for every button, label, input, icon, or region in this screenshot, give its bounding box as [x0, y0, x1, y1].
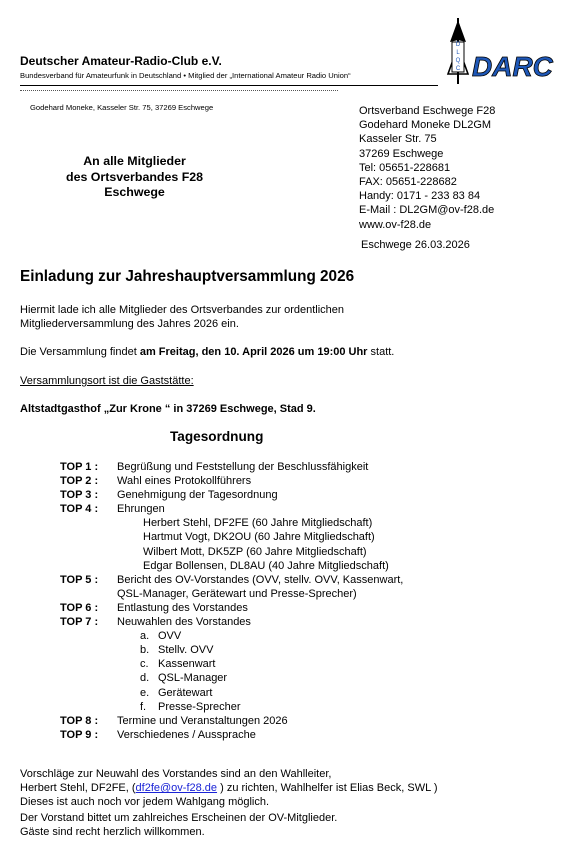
contact-line: FAX: 05651-228682	[359, 176, 457, 189]
meeting-date: am Freitag, den 10. April 2026 um 19:00 Uhr	[139, 346, 368, 358]
proposals-text: ) zu richten, Wahlhelfer ist Elias Beck, SWL )	[217, 782, 438, 795]
election-item	[60, 629, 403, 643]
agenda-number: TOP 2 :	[60, 475, 99, 488]
election-text: Presse-Sprecher	[158, 700, 241, 713]
agenda-item	[60, 728, 403, 742]
svg-text:L: L	[456, 50, 460, 56]
intro-line: Hiermit lade ich alle Mitglieder des Ortsverbandes zur ordentlichen	[20, 304, 345, 316]
closing-line: Der Vorstand bittet um zahlreiches Erscheinen der OV-Mitglieder.	[20, 812, 338, 824]
election-text: Kassenwart	[158, 658, 216, 671]
agenda-text: Genehmigung der Tagesordnung	[117, 489, 278, 502]
svg-text:Q: Q	[455, 58, 461, 64]
agenda-title: Tagesordnung	[170, 429, 264, 444]
election-text: Gerätewart	[158, 686, 213, 699]
contact-line: Tel: 05651-228681	[359, 161, 451, 174]
intro-line: Mitgliederversammlung des Jahres 2026 ein.	[20, 318, 239, 331]
email-link[interactable]: df2fe@ov-f28.de	[135, 782, 218, 795]
agenda-item	[60, 601, 403, 615]
svg-text:C: C	[455, 66, 461, 72]
meeting-prefix: Die Versammlung findet	[20, 346, 140, 358]
contact-line: 37269 Eschwege	[359, 147, 444, 160]
agenda-number: TOP 4 :	[60, 503, 99, 516]
intro-paragraph	[20, 303, 344, 331]
agenda-number: TOP 3 :	[60, 489, 99, 502]
contact-line: Godehard Moneke DL2GM	[359, 119, 492, 132]
agenda-item	[60, 460, 403, 474]
proposals-line: Dieses ist auch noch vor jedem Wahlgang möglich.	[20, 796, 270, 809]
sender-line: Godehard Moneke, Kasseler Str. 75, 37269 Eschwege	[30, 103, 214, 112]
election-item	[60, 643, 403, 657]
agenda-item	[60, 488, 403, 502]
agenda-text: Begrüßung und Feststellung der Beschlussfähigkeit	[117, 461, 369, 473]
agenda-list	[60, 460, 403, 742]
election-text: Stellv. OVV	[158, 644, 214, 657]
meeting-paragraph	[20, 345, 394, 359]
contact-line: Kasseler Str. 75	[359, 133, 437, 146]
election-text: OVV	[158, 630, 182, 643]
sender-rule	[20, 90, 338, 91]
recipient-block	[66, 154, 203, 201]
org-subtitle: Bundesverband für Amateurfunk in Deutschland • Mitglied der „International Amateur Radio Union“	[20, 71, 351, 80]
closing-paragraph	[20, 811, 337, 839]
meeting-suffix: statt.	[367, 346, 395, 358]
proposals-text: Herbert Stehl, DF2FE, (	[20, 782, 136, 795]
honor-item: Hartmut Vogt, DK2OU (60 Jahre Mitgliedschaft)	[143, 531, 375, 544]
recipient-line: An alle Mitglieder	[83, 154, 186, 168]
election-item	[60, 700, 403, 714]
logo-text: DARC	[472, 51, 553, 82]
document-title: Einladung zur Jahreshauptversammlung 2026	[20, 268, 355, 285]
honor-item: Edgar Bollensen, DL8AU (40 Jahre Mitgliedschaft)	[143, 559, 389, 572]
election-text: QSL-Manager	[158, 672, 228, 685]
election-item	[60, 686, 403, 700]
agenda-text: QSL-Manager, Gerätewart und Presse-Sprecher)	[117, 587, 357, 600]
election-letter: d.	[140, 672, 150, 685]
recipient-line: Eschwege	[104, 185, 165, 199]
agenda-text: Termine und Veranstaltungen 2026	[117, 714, 288, 727]
agenda-number: TOP 6 :	[60, 601, 99, 614]
agenda-item	[60, 502, 403, 516]
agenda-number: TOP 1 :	[60, 461, 99, 473]
letter-date: Eschwege 26.03.2026	[361, 239, 470, 251]
agenda-item-continuation	[60, 587, 403, 601]
agenda-text: Bericht des OV-Vorstandes (OVV, stellv. OVV, Kassenwart,	[117, 573, 404, 586]
contact-line: Ortsverband Eschwege F28	[359, 105, 496, 117]
venue-label: Versammlungsort ist die Gaststätte:	[20, 375, 194, 387]
election-letter: f.	[140, 700, 147, 713]
agenda-item	[60, 474, 403, 488]
proposals-line	[20, 781, 438, 795]
honor-item: Wilbert Mott, DK5ZP (60 Jahre Mitgliedschaft)	[143, 545, 367, 558]
agenda-item	[60, 573, 403, 587]
election-letter: b.	[140, 644, 150, 657]
proposals-paragraph	[20, 767, 438, 810]
darc-logo	[438, 16, 568, 86]
agenda-number: TOP 7 :	[60, 616, 99, 629]
contact-website[interactable]: www.ov-f28.de	[359, 218, 432, 231]
election-letter: c.	[140, 658, 149, 671]
recipient-line: des Ortsverbandes F28	[66, 169, 204, 184]
agenda-text: Entlastung des Vorstandes	[117, 601, 248, 614]
agenda-number: TOP 5 :	[60, 573, 99, 586]
election-item	[60, 657, 403, 671]
contact-line: Handy: 0171 - 233 83 84	[359, 190, 481, 203]
honor-item: Herbert Stehl, DF2FE (60 Jahre Mitgliedschaft)	[143, 517, 373, 530]
election-letter: e.	[140, 686, 150, 699]
closing-line: Gäste sind recht herzlich willkommen.	[20, 826, 205, 839]
venue: Altstadtgasthof „Zur Krone “ in 37269 Eschwege, Stad 9.	[20, 403, 316, 415]
contact-block	[359, 104, 495, 232]
org-name: Deutscher Amateur-Radio-Club e.V.	[20, 54, 222, 68]
svg-text:D: D	[455, 42, 461, 48]
contact-email[interactable]: E-Mail : DL2GM@ov-f28.de	[359, 204, 495, 217]
proposals-line: Vorschläge zur Neuwahl des Vorstandes sind an den Wahlleiter,	[20, 768, 332, 780]
agenda-text: Neuwahlen des Vorstandes	[117, 616, 251, 629]
agenda-text: Verschiedenes / Aussprache	[117, 728, 256, 741]
header-rule	[20, 85, 438, 86]
agenda-text: Ehrungen	[117, 503, 165, 516]
agenda-number: TOP 9 :	[60, 728, 99, 741]
agenda-item	[60, 714, 403, 728]
election-letter: a.	[140, 630, 150, 643]
agenda-item	[60, 615, 403, 629]
agenda-text: Wahl eines Protokollführers	[117, 475, 252, 488]
agenda-number: TOP 8 :	[60, 714, 99, 727]
election-item	[60, 671, 403, 685]
